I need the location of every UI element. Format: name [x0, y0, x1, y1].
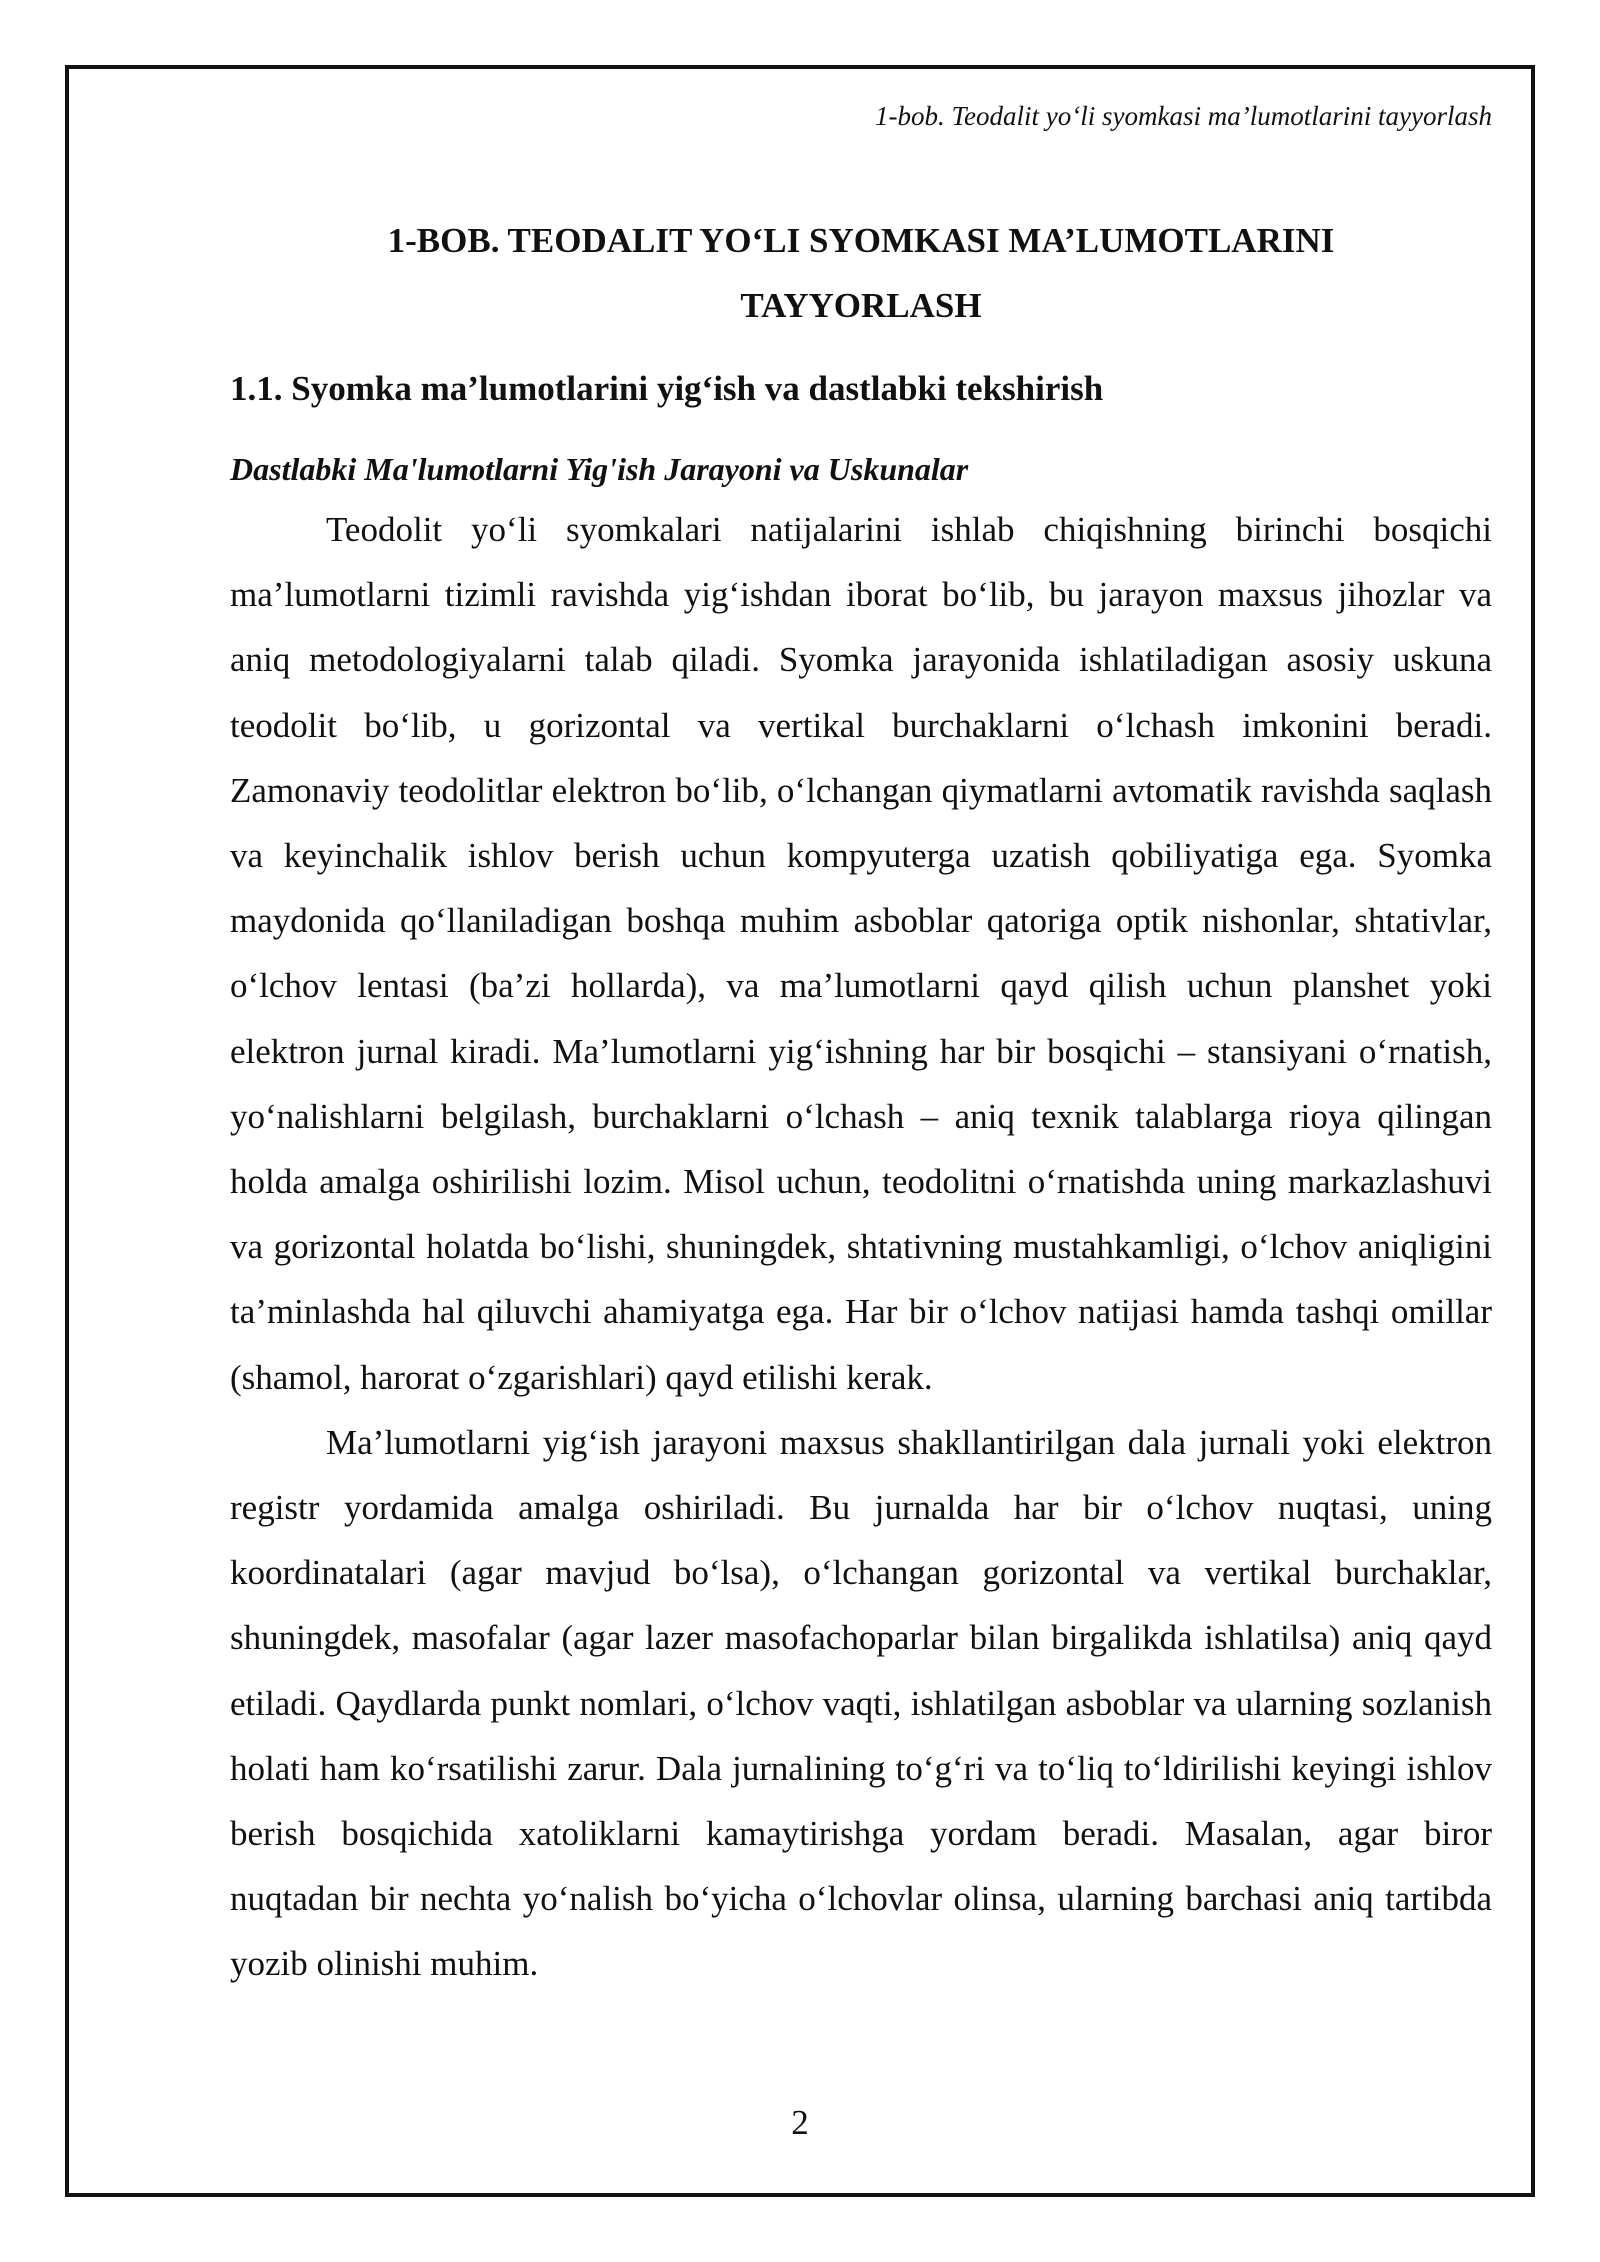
- body-paragraph-1: Teodolit yo‘li syomkalari natijalarini ishlab chiqishning birinchi bosqichi ma’lumotlarni tizimli ravishda yig‘ishdan iborat bo‘lib, bu jarayon maxsus jihozlar va aniq metodologiyalarni talab qiladi. Syomka jarayonida ishlatiladigan asosiy uskuna teodolit bo‘lib, u gorizontal va vertikal burchaklarni o‘lchash imkonini beradi. Zamonaviy teodolitlar elektron bo‘lib, o‘lchangan qiymatlarni avtomatik ravishda saqlash va keyinchalik ishlov berish uchun kompyuterga uzatish qobiliyatiga ega. Syomka maydonida qo‘llaniladigan boshqa muhim asboblar qatoriga optik nishonlar, shtativlar, o‘lchov lentasi (ba’zi hollarda), va ma’lumotlarni qayd qilish uchun planshet yoki elektron jurnal kiradi. Ma’lumotlarni yig‘ishning har bir bosqichi – stansiyani o‘rnatish, yo‘nalishlarni belgilash, burchaklarni o‘lchash – aniq texnik talablarga rioya qilingan holda amalga oshirilishi lozim. Misol uchun, teodolitni o‘rnatishda uning markazlashuvi va gorizontal holatda bo‘lishi, shuningdek, shtativning mustahkamligi, o‘lchov aniqligini ta’minlashda hal qiluvchi ahamiyatga ega. Har bir o‘lchov natijasi hamda tashqi omillar (shamol, harorat o‘zgarishlari) qayd etilishi kerak.: [230, 510, 1492, 1397]
- chapter-title-line-2: TAYYORLASH: [740, 286, 982, 325]
- page-number: 2: [791, 2103, 809, 2142]
- page-content: [230, 208, 1492, 1997]
- chapter-title-line-1: 1-BOB. TEODALIT YO‘LI SYOMKASI MA’LUMOTLARINI: [387, 221, 1335, 260]
- chapter-title: [230, 208, 1492, 338]
- running-header: 1-bob. Teodalit yo‘li syomkasi ma’lumotlarini tayyorlash: [875, 101, 1492, 131]
- subsection-heading: Dastlabki Ma'lumotlarni Yig'ish Jarayoni va Uskunalar: [230, 451, 969, 487]
- section-heading: 1.1. Syomka ma’lumotlarini yig‘ish va dastlabki tekshirish: [230, 369, 1104, 408]
- body-paragraph-2: Ma’lumotlarni yig‘ish jarayoni maxsus shakllantirilgan dala jurnali yoki elektron registr yordamida amalga oshiriladi. Bu jurnalda har bir o‘lchov nuqtasi, uning koordinatalari (agar mavjud bo‘lsa), o‘lchangan gorizontal va vertikal burchaklar, shuningdek, masofalar (agar lazer masofachoparlar bilan birgalikda ishlatilsa) aniq qayd etiladi. Qaydlarda punkt nomlari, o‘lchov vaqti, ishlatilgan asboblar va ularning sozlanish holati ham ko‘rsatilishi zarur. Dala jurnalining to‘g‘ri va to‘liq to‘ldirilishi keyingi ishlov berish bosqichida xatoliklarni kamaytirishga yordam beradi. Masalan, agar biror nuqtadan bir nechta yo‘nalish bo‘yicha o‘lchovlar olinsa, ularning barchasi aniq tartibda yozib olinishi muhim.: [230, 1422, 1492, 1984]
